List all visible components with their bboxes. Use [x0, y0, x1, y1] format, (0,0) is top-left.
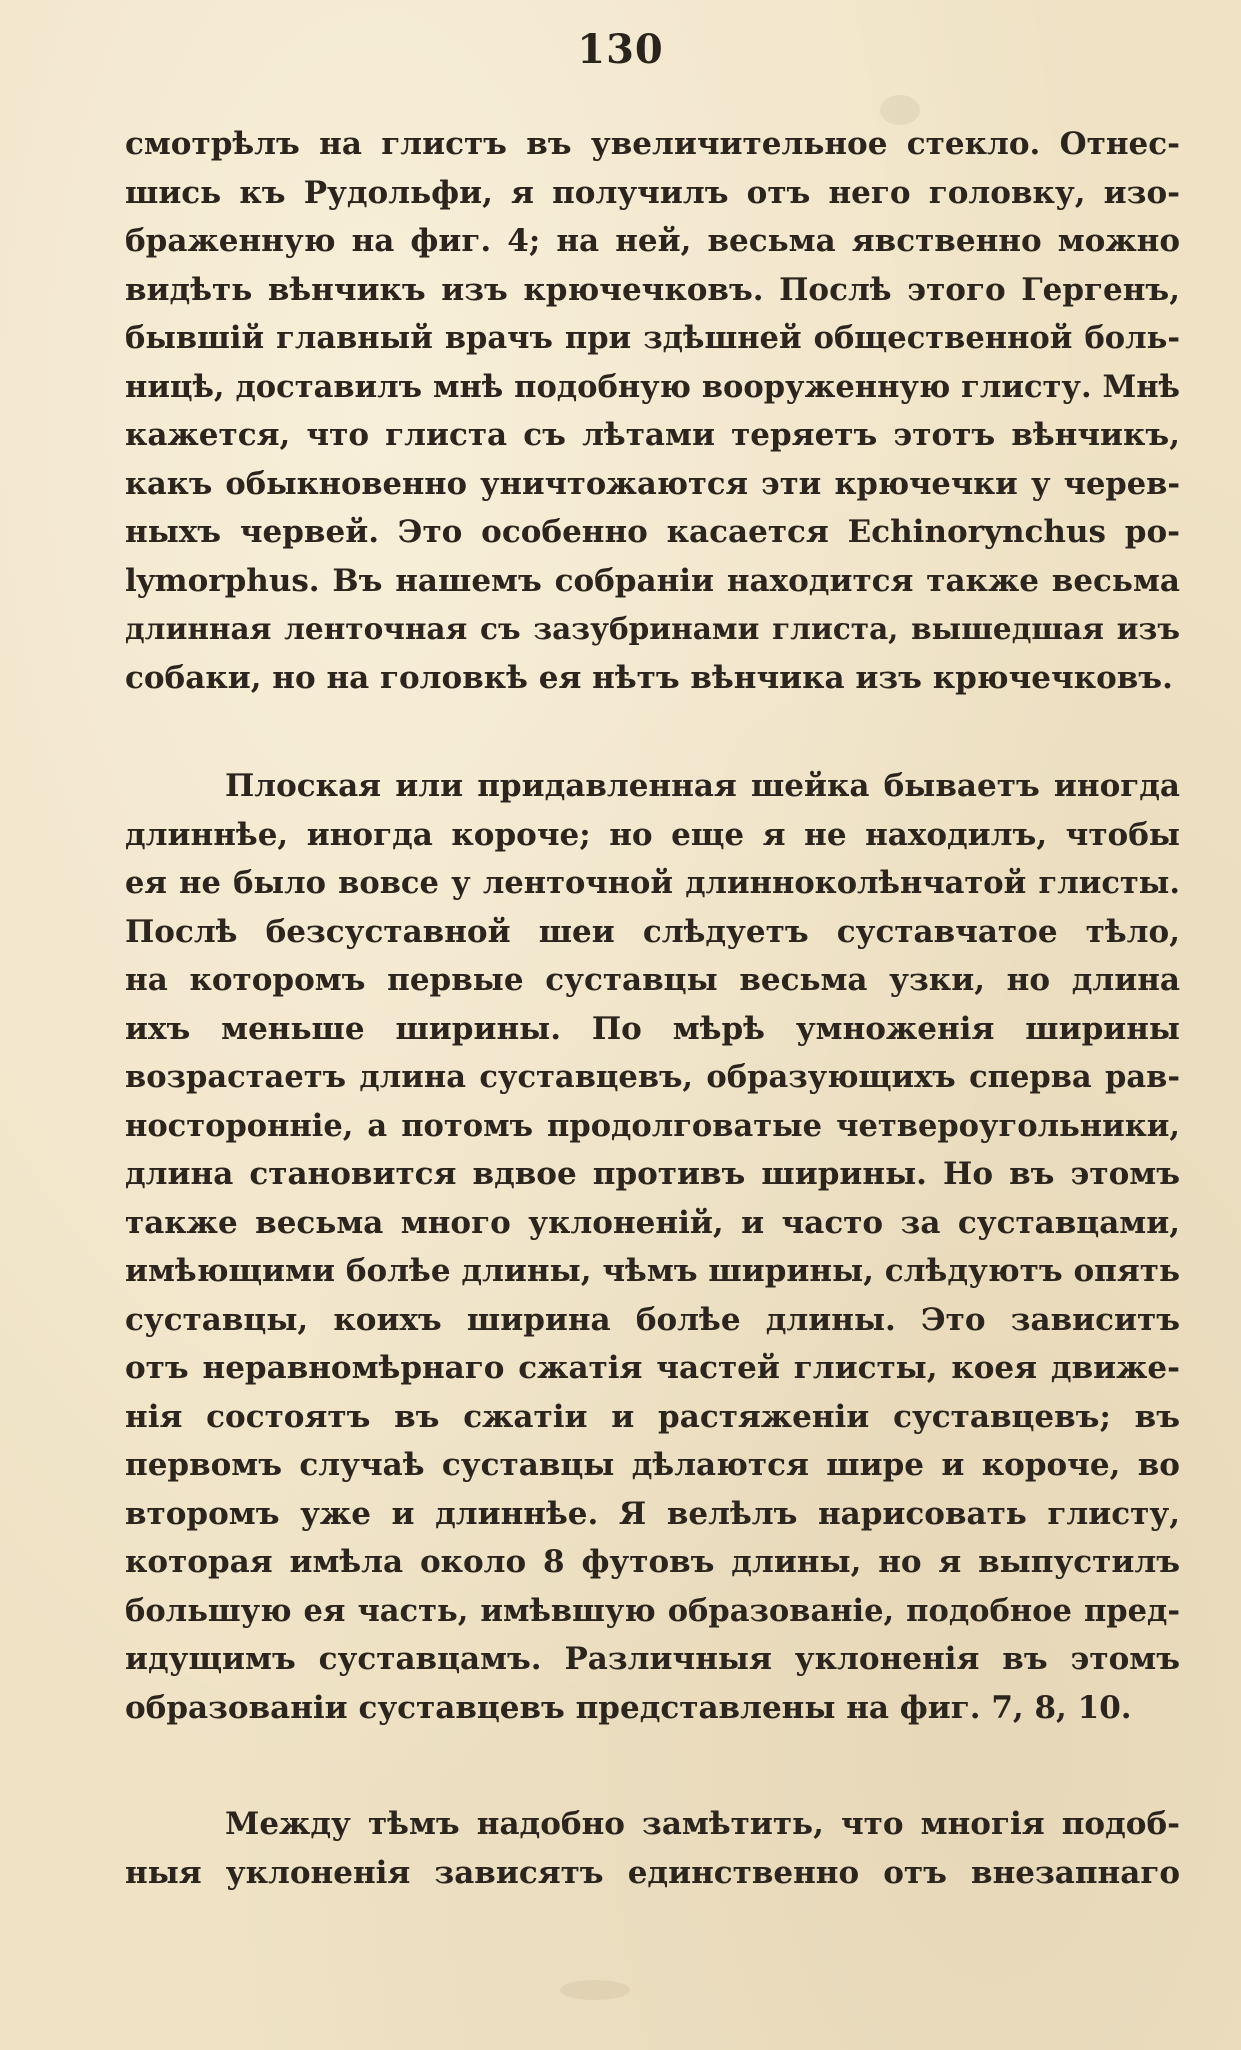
paragraph-1	[125, 120, 1180, 702]
text-line: нія состоятъ въ сжатіи и растяженіи суставцевъ; въ	[125, 1398, 1180, 1435]
text-line: длиннѣе, иногда короче; но еще я не находилъ, чтобы	[125, 816, 1180, 853]
text-line: большую ея часть, имѣвшую образованіе, подобное пред-	[125, 1592, 1180, 1629]
text-line: носторонніе, а потомъ продолговатые четвероугольники,	[125, 1107, 1180, 1144]
text-line: lymorphus. Въ нашемъ собраніи находится также весьма	[125, 562, 1180, 599]
text-line: длина становится вдвое противъ ширины. Но въ этомъ	[125, 1156, 1180, 1192]
text-line: бывшій главный врачъ при здѣшней общественной боль-	[125, 320, 1180, 356]
text-line: суставцы, коихъ ширина болѣе длины. Это зависитъ	[125, 1301, 1180, 1338]
text-line: первомъ случаѣ суставцы дѣлаются шире и короче, во	[125, 1447, 1180, 1483]
paragraph-2	[125, 762, 1180, 1732]
text-line: второмъ уже и длиннѣе. Я велѣлъ нарисовать глисту,	[125, 1495, 1180, 1532]
text-line: ея не было вовсе у ленточной длинноколѣнчатой глисты.	[125, 865, 1180, 901]
text-line: ихъ меньше ширины. По мѣрѣ умноженія ширины	[125, 1010, 1180, 1047]
text-line: на которомъ первые суставцы весьма узки, но длина	[125, 962, 1180, 998]
text-line: ныя уклоненія зависятъ единственно отъ внезапнаго	[125, 1854, 1180, 1891]
text-line: возрастаетъ длина суставцевъ, образующихъ сперва рав-	[125, 1059, 1180, 1095]
page-number: 130	[577, 26, 664, 73]
text-line: собаки, но на головкѣ ея нѣтъ вѣнчика изъ крючечковъ.	[125, 659, 1173, 696]
text-line: ныхъ червей. Это особенно касается Echinorynchus po-	[125, 514, 1180, 550]
text-line: смотрѣлъ на глистъ въ увеличительное стекло. Отнес-	[125, 126, 1180, 162]
paragraph-3	[125, 1800, 1180, 1897]
text-line: длинная ленточная съ зазубринами глиста, вышедшая изъ	[125, 611, 1180, 646]
text-line: отъ неравномѣрнаго сжатія частей глисты, коея движе-	[125, 1350, 1180, 1386]
text-line: шись къ Рудольфи, я получилъ отъ него головку, изо-	[125, 174, 1180, 211]
text-line: ницѣ, доставилъ мнѣ подобную вооруженную глисту. Мнѣ	[125, 368, 1180, 405]
text-line: имѣющими болѣе длины, чѣмъ ширины, слѣдуютъ опять	[125, 1253, 1180, 1289]
text-line: кажется, что глиста съ лѣтами теряетъ этотъ вѣнчикъ,	[125, 417, 1180, 453]
text-line: Между тѣмъ надобно замѣтить, что многія подоб-	[225, 1806, 1180, 1842]
paper-stain	[560, 1980, 630, 2000]
text-line: образованіи суставцевъ представлены на фиг. 7, 8, 10.	[125, 1689, 1132, 1726]
text-line: идущимъ суставцамъ. Различныя уклоненія въ этомъ	[125, 1641, 1180, 1677]
text-line: Послѣ безсуставной шеи слѣдуетъ суставчатое тѣло,	[125, 913, 1180, 950]
text-line: которая имѣла около 8 футовъ длины, но я выпустилъ	[125, 1544, 1180, 1580]
text-line: какъ обыкновенно уничтожаются эти крючечки у черев-	[125, 465, 1180, 502]
text-line: также весьма много уклоненій, и часто за суставцами,	[125, 1204, 1180, 1241]
text-line: Плоская или придавленная шейка бываетъ иногда	[225, 768, 1180, 804]
text-line: браженную на фиг. 4; на ней, весьма явственно можно	[125, 223, 1180, 259]
text-line: видѣть вѣнчикъ изъ крючечковъ. Послѣ этого Гергенъ,	[125, 271, 1180, 308]
